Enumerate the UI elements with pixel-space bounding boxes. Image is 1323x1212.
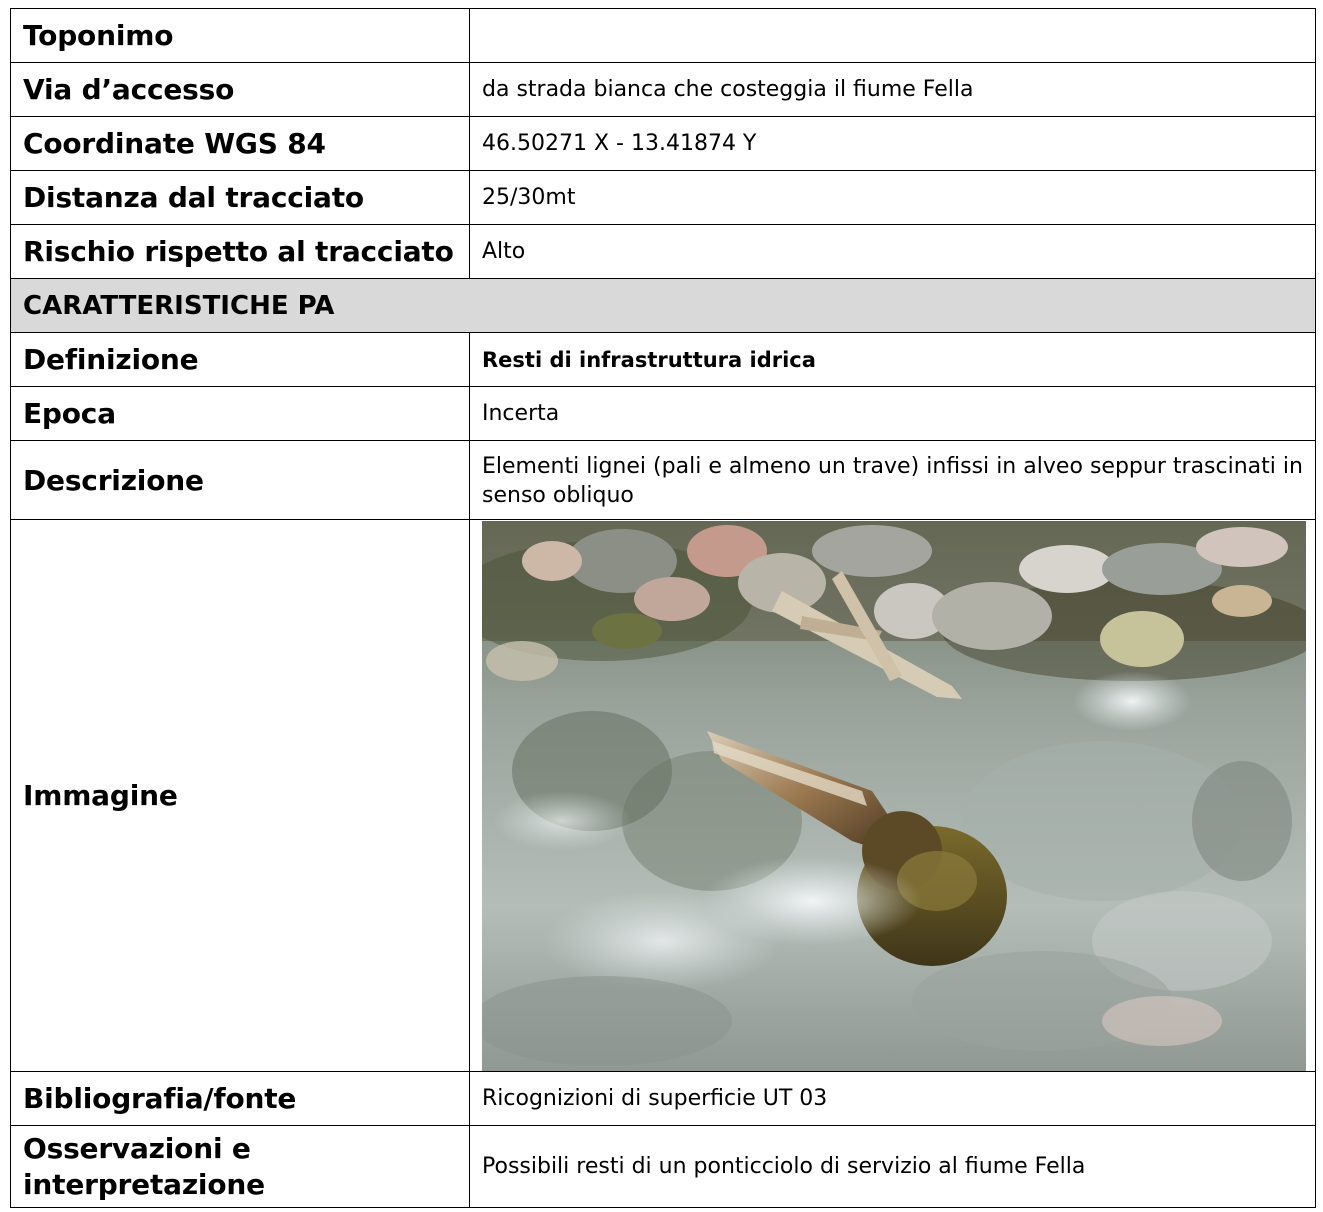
value-definizione: Resti di infrastruttura idrica: [470, 333, 1316, 387]
image-cell: [470, 520, 1316, 1072]
row-osservazioni: [11, 1126, 1316, 1208]
river-photo: [482, 521, 1306, 1071]
label-distanza: Distanza dal tracciato: [11, 171, 470, 225]
section-header: CARATTERISTICHE PA: [11, 279, 1316, 333]
label-descrizione: Descrizione: [11, 441, 470, 520]
row-via-accesso: [11, 63, 1316, 117]
row-bibliografia: [11, 1072, 1316, 1126]
value-distanza: 25/30mt: [470, 171, 1316, 225]
row-toponimo: [11, 9, 1316, 63]
label-toponimo: Toponimo: [11, 9, 470, 63]
value-descrizione: Elementi lignei (pali e almeno un trave) infissi in alveo seppur trascinati in senso obliquo: [470, 441, 1316, 520]
row-epoca: [11, 387, 1316, 441]
record-table: [10, 8, 1316, 1208]
row-definizione: [11, 333, 1316, 387]
label-immagine: Immagine: [11, 520, 470, 1072]
row-rischio: [11, 225, 1316, 279]
label-coordinate: Coordinate WGS 84: [11, 117, 470, 171]
value-epoca: Incerta: [470, 387, 1316, 441]
label-via-accesso: Via d’accesso: [11, 63, 470, 117]
row-coordinate: [11, 117, 1316, 171]
label-osservazioni: Osservazioni e interpretazione: [11, 1126, 470, 1208]
value-via-accesso: da strada bianca che costeggia il fiume Fella: [470, 63, 1316, 117]
value-rischio: Alto: [470, 225, 1316, 279]
value-bibliografia: Ricognizioni di superficie UT 03: [470, 1072, 1316, 1126]
value-coordinate: 46.50271 X - 13.41874 Y: [470, 117, 1316, 171]
label-epoca: Epoca: [11, 387, 470, 441]
label-rischio: Rischio rispetto al tracciato: [11, 225, 470, 279]
value-osservazioni: Possibili resti di un ponticciolo di servizio al fiume Fella: [470, 1126, 1316, 1208]
value-toponimo: [470, 9, 1316, 63]
row-section-header: [11, 279, 1316, 333]
archaeology-record-sheet: [10, 8, 1316, 1208]
label-definizione: Definizione: [11, 333, 470, 387]
row-immagine: [11, 520, 1316, 1072]
label-bibliografia: Bibliografia/fonte: [11, 1072, 470, 1126]
row-distanza: [11, 171, 1316, 225]
row-descrizione: [11, 441, 1316, 520]
